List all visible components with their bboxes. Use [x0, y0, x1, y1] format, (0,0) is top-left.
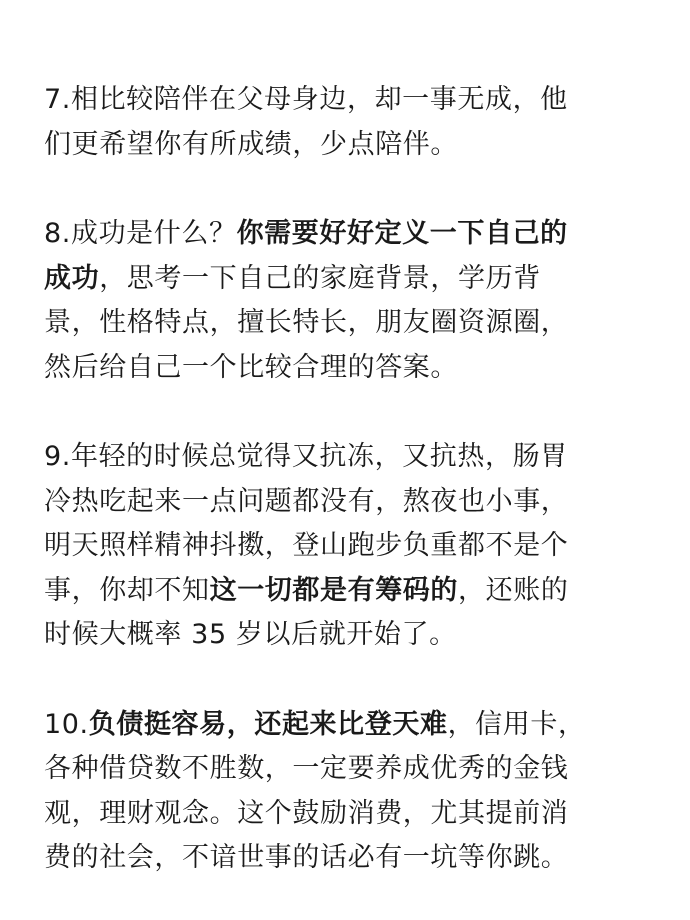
paragraph-line	[44, 836, 650, 881]
text-run: ，还账的	[458, 574, 569, 606]
text-run: ，信用卡，	[447, 708, 586, 740]
bold-text-run: 负债挺容易，还起来比登天难	[88, 708, 448, 740]
paragraph-line	[44, 703, 650, 748]
text-run: 冷热吃起来一点问题都没有，熬夜也小事，	[44, 485, 569, 517]
text-run: 们更希望你有所成绩，少点陪伴。	[44, 128, 458, 160]
paragraph-number: 9.	[44, 441, 71, 472]
paragraph-7	[44, 78, 650, 167]
text-run: 各种借贷数不胜数，一定要养成优秀的金钱	[44, 753, 569, 784]
paragraph-line	[44, 301, 650, 346]
paragraph-number: 7.	[44, 84, 71, 115]
text-run: 观，理财观念。这个鼓励消费，尤其提前消	[44, 797, 569, 829]
text-run: 费的社会，不谙世事的话必有一坑等你跳。	[44, 842, 569, 873]
bold-text-run: 你需要好好定义一下自己的	[236, 218, 568, 249]
paragraph-line	[44, 212, 650, 257]
paragraph-9	[44, 435, 650, 658]
paragraph-line	[44, 435, 650, 480]
text-run: 成功是什么？	[70, 218, 237, 249]
paragraph-line	[44, 123, 650, 168]
text-run: 相比较陪伴在父母身边，却一事无成，他	[70, 84, 568, 115]
paragraph-line	[44, 480, 650, 525]
bold-text-run: 成功	[44, 262, 100, 294]
text-run: 景，性格特点，擅长特长，朋友圈资源圈，	[44, 307, 569, 338]
bold-text-run: 这一切都是有筹码的	[209, 574, 459, 606]
paragraph-line	[44, 569, 650, 614]
paragraph-number: 8.	[44, 218, 71, 249]
text-run: 明天照样精神抖擞，登山跑步负重都不是个	[44, 530, 569, 561]
text-run: 时候大概率 35 岁以后就开始了。	[44, 619, 457, 650]
paragraph-line	[44, 792, 650, 837]
text-run: 事，你却不知	[44, 574, 210, 606]
paragraph-line	[44, 524, 650, 569]
text-run: ，思考一下自己的家庭背景，学历背	[99, 262, 541, 294]
paragraph-line	[44, 257, 650, 302]
paragraph-line	[44, 613, 650, 658]
text-run: 年轻的时候总觉得又抗冻，又抗热，肠胃	[70, 441, 568, 472]
paragraph-8	[44, 212, 650, 390]
paragraph-10	[44, 703, 650, 881]
paragraph-number: 10.	[44, 708, 89, 740]
paragraph-line	[44, 78, 650, 123]
paragraph-line	[44, 346, 650, 391]
paragraph-line	[44, 747, 650, 792]
text-run: 然后给自己一个比较合理的答案。	[44, 351, 458, 383]
